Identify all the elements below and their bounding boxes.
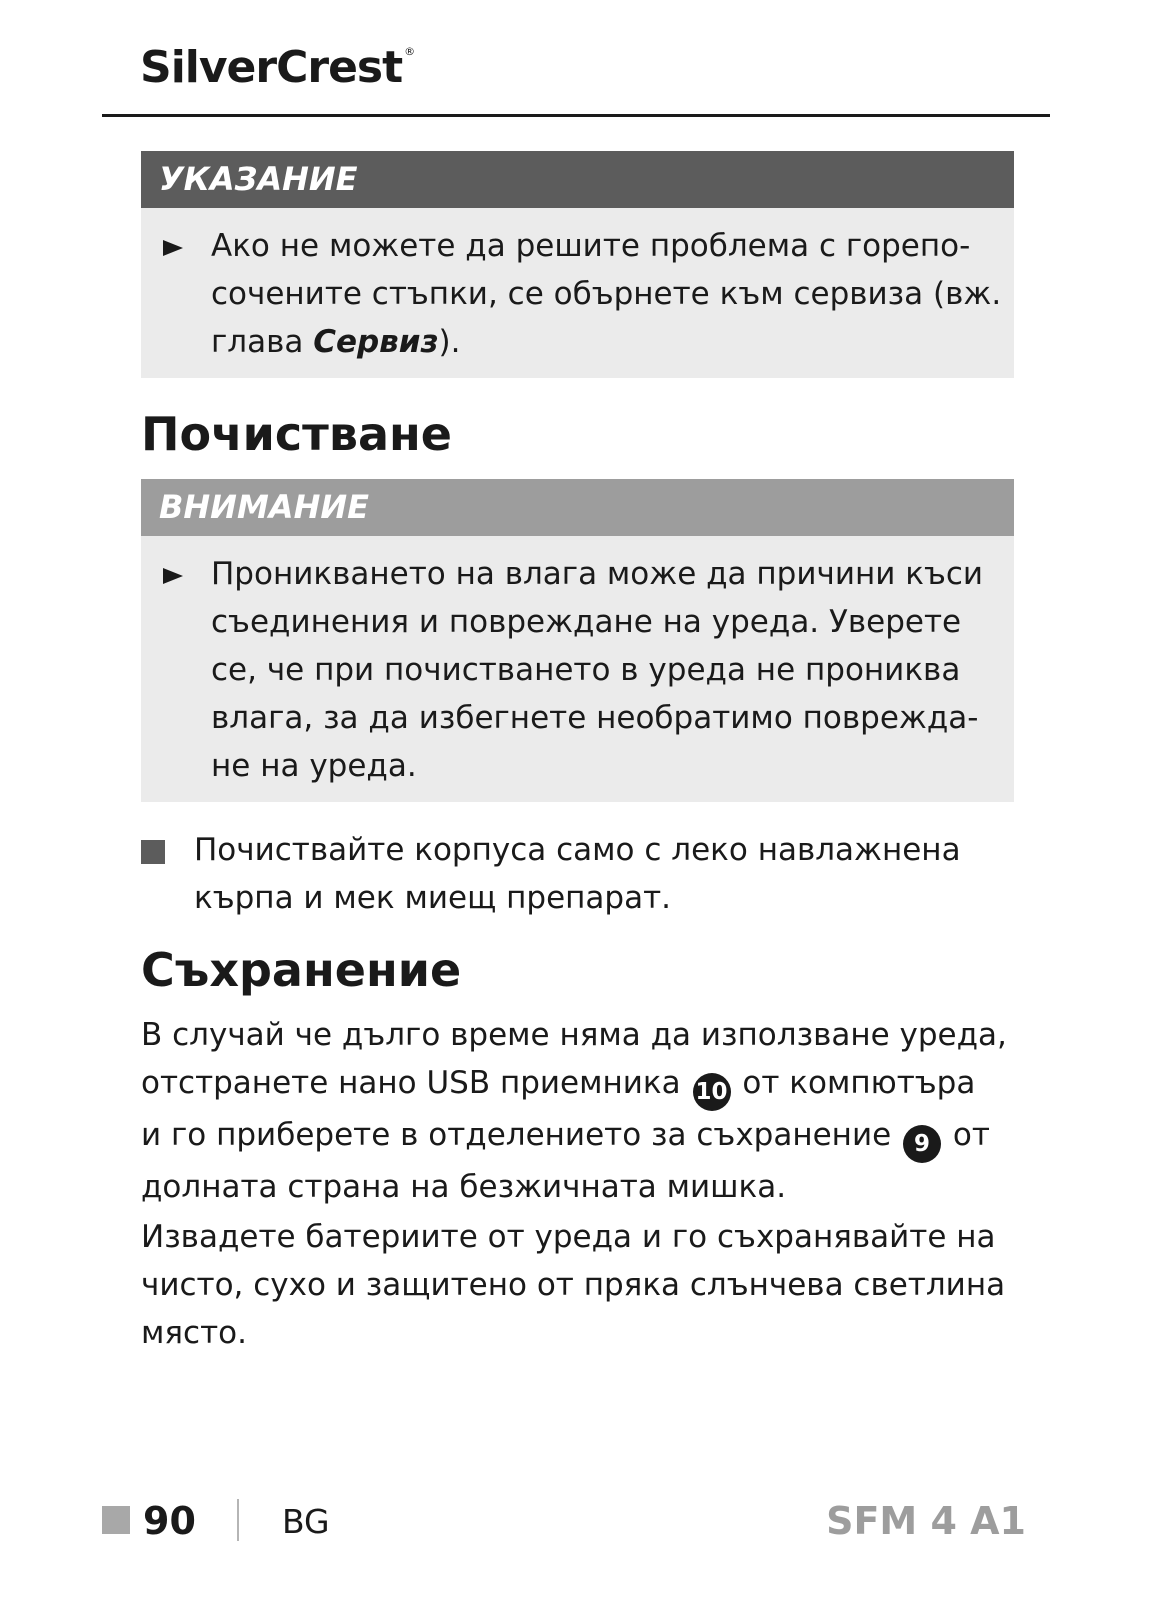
section-title-storage: Съхранение xyxy=(141,943,462,997)
footer-divider xyxy=(237,1499,239,1541)
bullet-line: Почиствайте корпуса само с леко навлажнена xyxy=(194,832,961,868)
registered-mark: ® xyxy=(404,45,415,58)
para-text: от компютъра xyxy=(732,1065,976,1101)
para-line: В случай че дълго време няма да използване уреда, xyxy=(141,1017,1007,1053)
part-number-10-icon: 10 xyxy=(693,1073,731,1111)
brand-logo xyxy=(140,42,415,93)
warning-heading: ВНИМАНИЕ xyxy=(141,479,1014,536)
note-line-text: глава xyxy=(211,324,314,360)
square-bullet-icon xyxy=(141,840,165,864)
para-line: чисто, сухо и защитено от пряка слънчева светлина xyxy=(141,1267,1006,1303)
warning-body xyxy=(141,536,1014,802)
warning-line: влага, за да избегнете необратимо поврежда- xyxy=(211,700,979,736)
para-line: долната страна на безжичната мишка. xyxy=(141,1169,787,1205)
warning-box xyxy=(141,479,1014,802)
note-line: сочените стъпки, се обърнете към сервиза (вж. xyxy=(211,276,1002,312)
para-text: отстранете нано USB приемника xyxy=(141,1065,691,1101)
page-number: 90 xyxy=(143,1499,196,1543)
arrow-bullet-icon xyxy=(163,568,183,584)
note-line: Ако не можете да решите проблема с горепо- xyxy=(211,228,971,264)
part-number-9-icon: 9 xyxy=(903,1125,941,1163)
warning-line: съединения и повреждане на уреда. Уверете xyxy=(211,604,962,640)
storage-paragraph-1 xyxy=(141,1011,1007,1211)
header-rule xyxy=(102,114,1050,117)
warning-line: Проникването на влага може да причини къси xyxy=(211,556,984,592)
warning-line: не на уреда. xyxy=(211,748,417,784)
note-body xyxy=(141,208,1014,378)
arrow-bullet-icon xyxy=(163,240,183,256)
note-line xyxy=(211,318,984,366)
brand-name: SilverCrest xyxy=(140,42,403,93)
para-text: и го приберете в отделението за съхранение xyxy=(141,1117,902,1153)
storage-paragraph-2 xyxy=(141,1213,1005,1357)
para-text: от xyxy=(943,1117,990,1153)
footer-square-icon xyxy=(102,1506,130,1534)
warning-line: се, че при почистването в уреда не прониква xyxy=(211,652,961,688)
para-line: Извадете батериите от уреда и го съхранявайте на xyxy=(141,1219,996,1255)
bullet-line: кърпа и мек миещ препарат. xyxy=(194,880,671,916)
note-closing: ). xyxy=(438,324,461,360)
service-chapter-ref: Сервиз xyxy=(313,324,439,360)
model-number: SFM 4 A1 xyxy=(826,1499,1026,1543)
para-line xyxy=(141,1059,1007,1111)
note-box xyxy=(141,151,1014,378)
para-line: място. xyxy=(141,1315,247,1351)
bullet-text xyxy=(194,826,961,922)
para-line xyxy=(141,1111,1007,1163)
section-title-cleaning: Почистване xyxy=(141,407,452,461)
note-heading: УКАЗАНИЕ xyxy=(141,151,1014,208)
language-code: BG xyxy=(282,1502,330,1541)
